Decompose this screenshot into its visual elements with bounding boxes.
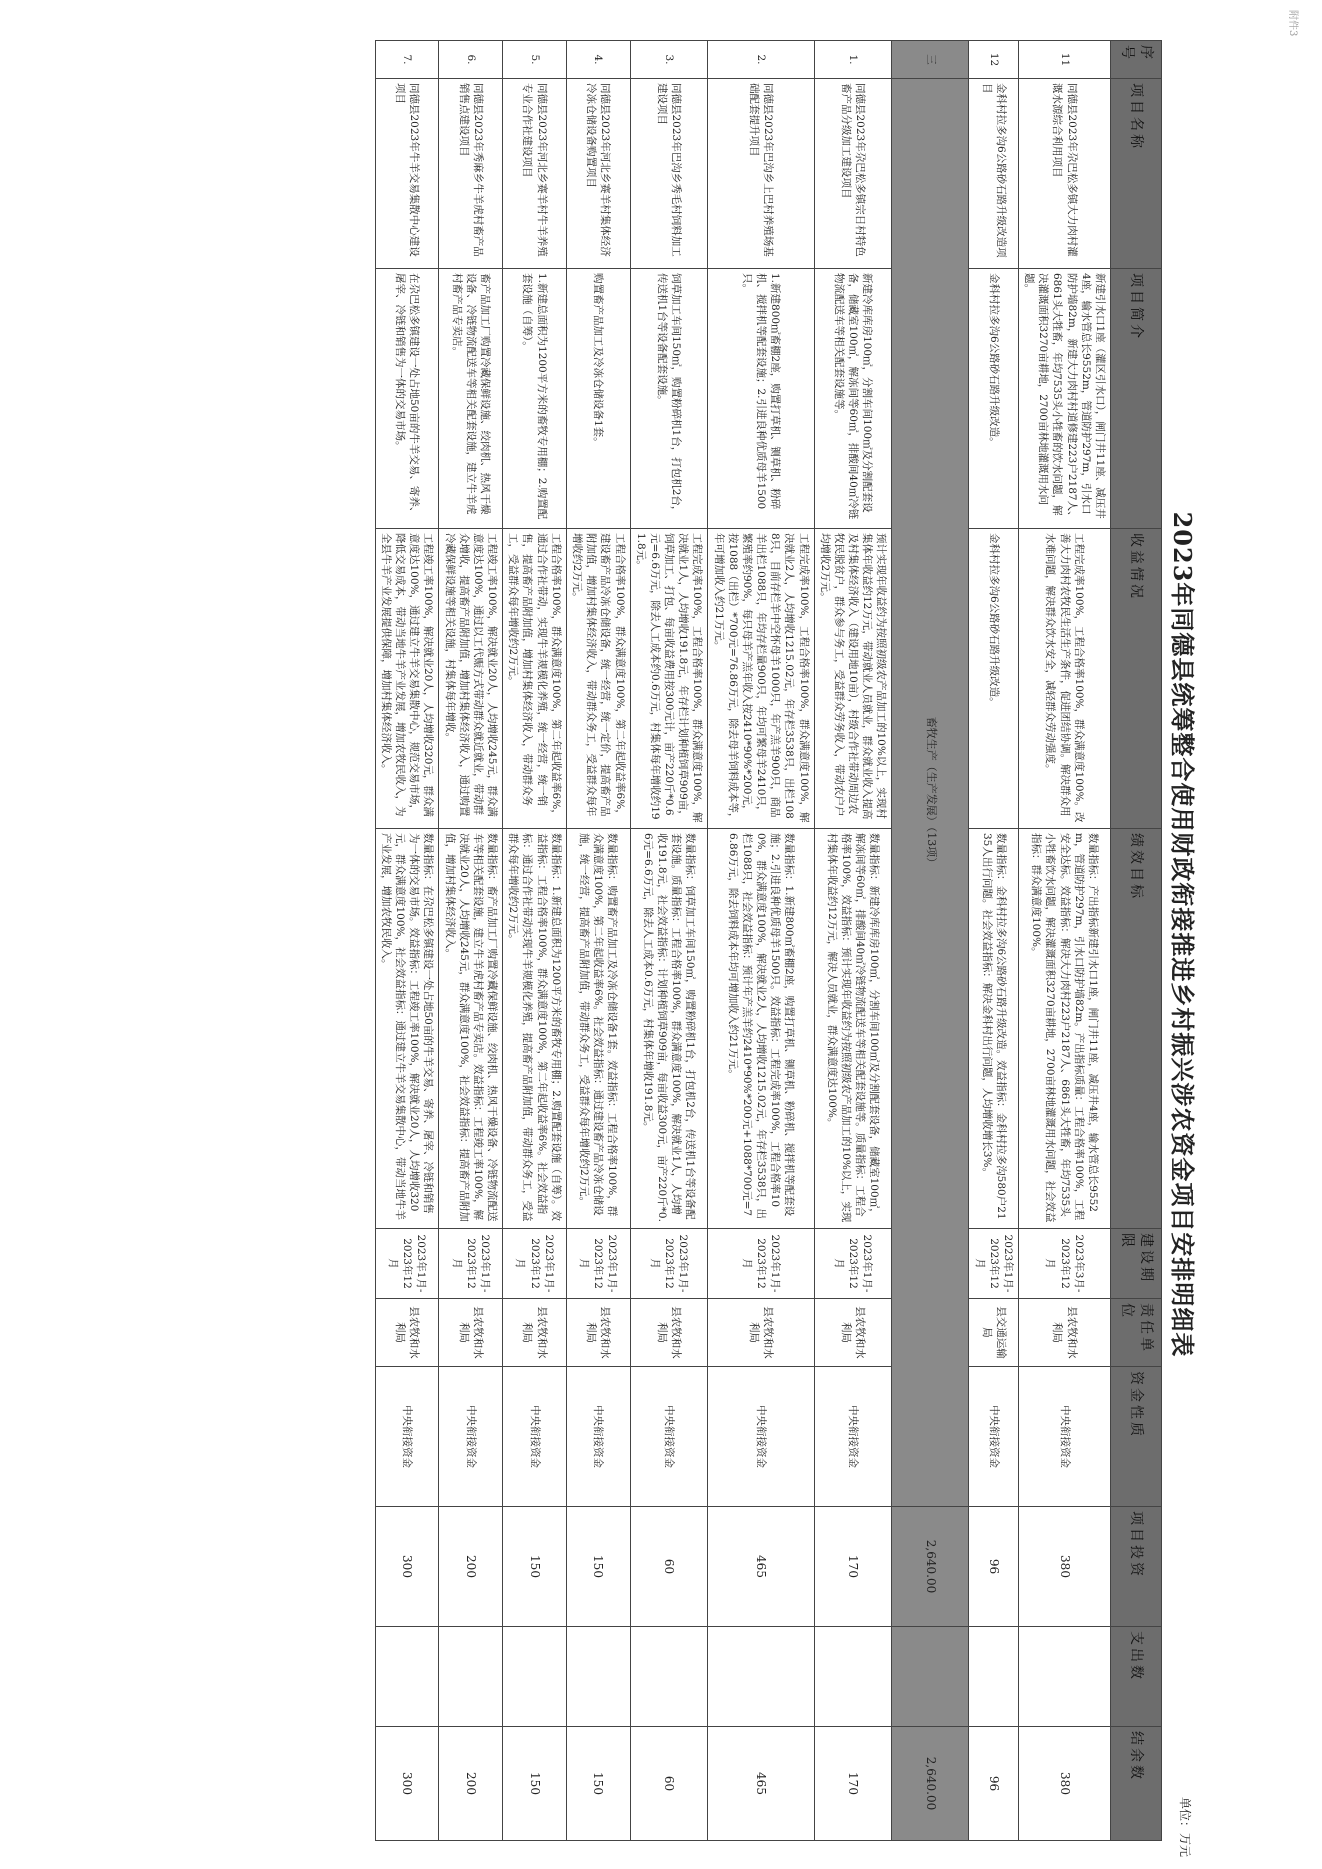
cell-fund: 中央衔接资金 [375, 1367, 439, 1507]
table-row [566, 41, 630, 1841]
header-period: 建设期限 [1111, 1229, 1162, 1299]
cell-spent [503, 1627, 567, 1727]
cell-benefit: 工程完成率100%，工程合格率100%，群众满意度100%。改善大力肉村农牧民生活生产条件，促进团结协调。解决群众用水难问题，解决群众饮水安全，减轻群众劳动强度。 [1018, 529, 1110, 829]
cell-spent [566, 1627, 630, 1727]
cell-target: 数量指标：饲草加工车间150㎡，购置粉碎机1台，打包机2台，传送机1台等设备配套设施。质量指标：工程合格率100%，群众满意度100%，解决就业1人，人均增收191.8元，社会效益指标：计划种植饲草909亩，每亩收益300元，亩产220斤*0.6元=6.6万元，除去人工成本0.6万元，村集体年增收191.8元。 [630, 829, 708, 1229]
cell-target: 数量指标：金科村拉多沟6公路砂石路升级改造。效益指标：金科村拉多沟580户2135人出行问题。社会效益指标：解决金科村出行问题，人均增收增长3%。 [969, 829, 1019, 1229]
cell-benefit: 工程竣工率100%，解决就业20人，人均增收245元，群众满意度达100%，通过以工代赈方式带动群众就近就业，带动群众增收，提高畜产品附加值，增加村集体经济收入，通过购置冷藏保鲜设施等相关设施，村集体每年增收。 [439, 529, 503, 829]
cell-name: 同德县2023年秀麻乡牛羊虎村畜产品销售点建设项目 [439, 79, 503, 269]
cell-target: 数量指标：1.新建800㎡畜棚2座，购置打草机、铡草机、粉碎机、搅拌机等配套设施；2.引进良种优质母羊1500只。效益指标：工程完成率100%，工程合格率100%，群众满意度100%，解决就业2人，人均增收1215.02元，年存栏3538只，出栏1088只，社会效益指标：预计年产羔羊约2410*90%*200元+1088*700元=76.86万元，除去饲料成本年均可增加收入约21万元。 [708, 829, 814, 1229]
cell-benefit: 工程合格率100%，群众满意度100%，第二年起收益率6%，通过合作社带动，实现牛羊规模化养殖，统一经营，统一销售，提高畜产品附加值，增加村集体经济收入，带动群众务工，受益群众每年增收约2万元。 [503, 529, 567, 829]
cell-intro: 金科村拉多沟6公路砂石路升级改造。 [969, 269, 1019, 529]
cell-spent [814, 1627, 892, 1727]
header-benefit: 收益情况 [1111, 529, 1162, 829]
cell-dept: 县农牧和水利局 [708, 1299, 814, 1367]
cell-name: 同德县2023年河北乡赛羊村牛羊养殖专业合作社建设项目 [503, 79, 567, 269]
cell-balance: 300 [375, 1727, 439, 1841]
cell-dept: 县交通运输局 [969, 1299, 1019, 1367]
header-fund: 资金性质 [1111, 1367, 1162, 1507]
table-row [630, 41, 708, 1841]
cell-spent [969, 1627, 1019, 1727]
cell-balance: 96 [969, 1727, 1019, 1841]
page-mark: 附件3 [1287, 10, 1298, 37]
cell-dept: 县农牧和水利局 [630, 1299, 708, 1367]
cell-dept: 县农牧和水利局 [814, 1299, 892, 1367]
table-row [708, 41, 814, 1841]
cell-name: 金科村拉多沟6公路砂石路升级改造项目 [969, 79, 1019, 269]
unit-note: 单位：万元 [1178, 1796, 1192, 1857]
cell-invest: 465 [708, 1507, 814, 1627]
cell-intro: 新建冷库库房100㎡，分割车间100㎡及分割配套设备，储藏室100㎡，解冻间等60㎡，排酸间40㎡冷链物流配送车等相关配套设施等。 [814, 269, 892, 529]
header-name: 项目名称 [1111, 79, 1162, 269]
cell-intro: 1.新建总面积为1200平方米的畜牧专用棚；2.购置配套设施（自筹）。 [503, 269, 567, 529]
header-intro: 项目简介 [1111, 269, 1162, 529]
cell-invest: 150 [503, 1507, 567, 1627]
cell-no: 5. [503, 41, 567, 79]
cell-fund: 中央衔接资金 [969, 1367, 1019, 1507]
cell-balance: 170 [814, 1727, 892, 1841]
cell-dept: 县农牧和水利局 [375, 1299, 439, 1367]
cell-invest: 170 [814, 1507, 892, 1627]
cell-intro: 购置畜产品加工及冷冻仓储设备1套。 [566, 269, 630, 529]
cell-no: 11 [1018, 41, 1110, 79]
header-dept: 责任单位 [1111, 1299, 1162, 1367]
subtotal-invest: 2,640.00 [892, 1507, 969, 1627]
cell-no: 7. [375, 41, 439, 79]
cell-balance: 150 [566, 1727, 630, 1841]
cell-fund: 中央衔接资金 [814, 1367, 892, 1507]
cell-period: 2023年1月-2023年12月 [630, 1229, 708, 1299]
cell-name: 同德县2023年尕巴松多镇大力肉村灌溉水源综合利用项目 [1018, 79, 1110, 269]
cell-period: 2023年1月-2023年12月 [969, 1229, 1019, 1299]
cell-invest: 60 [630, 1507, 708, 1627]
cell-target: 数量指标：1.新建总面积为1200平方米的畜牧专用棚；2.购置配套设施（自筹）。效益指标：工程合格率100%，群众满意度100%，第二年起收益率6%。社会效益指标：通过合作社带动实现牛羊规模化养殖，提高畜产品附加值，带动群众务工，受益群众每年增收约2万元。 [503, 829, 567, 1229]
table-row [1018, 41, 1110, 1841]
cell-spent [439, 1627, 503, 1727]
cell-target: 数量指标：购置畜产品加工及冷冻仓储设备1套。效益指标：工程合格率100%，群众满意度100%，第二年起收益率6%。社会效益指标：通过建设畜产品冷冻仓储设施，统一经营，提高畜产品附加值，带动群众务工，受益群众每年增收约2万元。 [566, 829, 630, 1229]
cell-period: 2023年1月-2023年12月 [375, 1229, 439, 1299]
cell-invest: 150 [566, 1507, 630, 1627]
cell-balance: 465 [708, 1727, 814, 1841]
table-row [814, 41, 892, 1841]
subtotal-spent [892, 1627, 969, 1727]
cell-target: 数量指标：在尕巴松多镇建设一处占地50亩的牛羊交易、寄养、屠宰、冷链和销售为一体的交易市场。效益指标：工程竣工率100%，解决就业20人，人均增收320元，群众满意度100%，社会效益指标：通过建立牛羊交易集散中心，带动当地牛羊产业发展，增加农牧民收入。 [375, 829, 439, 1229]
header-row [1111, 41, 1162, 1841]
cell-fund: 中央衔接资金 [630, 1367, 708, 1507]
cell-period: 2023年1月-2023年12月 [708, 1229, 814, 1299]
cell-no: 12 [969, 41, 1019, 79]
cell-benefit: 金科村拉多沟6公路砂石路升级改造。 [969, 529, 1019, 829]
cell-intro: 新建引水口1座（灌区引水口），闸门井11座、减压井4座，输水管总长9552m，管道防护297m，引水口防护墙82m，新建大力肉村村道修建223户2187人、6861头大牲畜，年均7535头小牲畜的饮水问题，解决灌溉面积3270亩耕地，2700亩林地灌溉用水问题。 [1018, 269, 1110, 529]
cell-dept: 县农牧和水利局 [439, 1299, 503, 1367]
cell-fund: 中央衔接资金 [566, 1367, 630, 1507]
cell-fund: 中央衔接资金 [708, 1367, 814, 1507]
cell-name: 同德县2023年尕巴松多镇宗日村特色畜产品分级加工建设项目 [814, 79, 892, 269]
table-row [969, 41, 1019, 1841]
cell-benefit: 工程完成率100%，工程合格率100%，群众满意度100%，解决就业1人，人均增收191.8元，年存栏计划种植饲草909亩，饲草加工、打包、每亩收益费用按300元计，亩产220斤*0.6元=6.6万元，除去人工成本约0.6万元，村集体每年增收约191.8元。 [630, 529, 708, 829]
cell-period: 2023年1月-2023年12月 [503, 1229, 567, 1299]
cell-dept: 县农牧和水利局 [503, 1299, 567, 1367]
header-spent: 支出数 [1111, 1627, 1162, 1727]
table-row [503, 41, 567, 1841]
cell-period: 2023年1月-2023年12月 [566, 1229, 630, 1299]
cell-balance: 150 [503, 1727, 567, 1841]
cell-spent [1018, 1627, 1110, 1727]
cell-name: 同德县2023年巴沟乡秀毛村饲料加工建设项目 [630, 79, 708, 269]
cell-intro: 1.新建800㎡畜棚2座，购置打草机、铡草机、粉碎机、搅拌机等配套设施；2.引进良种优质母羊1500只。 [708, 269, 814, 529]
cell-fund: 中央衔接资金 [503, 1367, 567, 1507]
cell-target: 数量指标：产出指标新建引水口1座，闸门井11座，减压井4座，输水管总长9552m，管道防护297m，引水口防护墙82m。产出指标质量：工程合格率100%，工程安全达标。效益指标：解决大力肉村223户2187人、6861头大牲畜，年均7535头小牲畜饮水问题，解决灌溉面积3270亩耕地，2700亩林地灌溉用水问题，社会效益指标：群众满意度100%。 [1018, 829, 1110, 1229]
cell-period: 2023年1月-2023年12月 [814, 1229, 892, 1299]
cell-intro: 饲草加工车间150㎡，购置粉碎机1台，打包机2台，传送机1台等设备配套设施。 [630, 269, 708, 529]
cell-no: 4. [566, 41, 630, 79]
subtotal-balance: 2,640.00 [892, 1727, 969, 1841]
cell-name: 同德县2023年巴沟乡上巴村养殖场基础配套提升项目 [708, 79, 814, 269]
table-row [439, 41, 503, 1841]
cell-spent [375, 1627, 439, 1727]
cell-balance: 200 [439, 1727, 503, 1841]
cell-name: 同德县2023年牛羊交易集散中心建设项目 [375, 79, 439, 269]
cell-fund: 中央衔接资金 [439, 1367, 503, 1507]
header-target: 绩效目标 [1111, 829, 1162, 1229]
cell-intro: 在尕巴松多镇建设一处占地50亩的牛羊交易、寄养、屠宰、冷链和销售为一体的交易市场。 [375, 269, 439, 529]
subtotal-row [892, 41, 969, 1841]
cell-benefit: 预计实现年收益约为按照初级农产品加工的10%以上，实现村集体年收益约12万元，带动就业人员就业，群众就业收入提高及村集体经济收入（建设用地10亩），村级合作社带动周边农牧民脱贫户，群众参与务工，受益群众劳务收入，带动农户户均增收2万元。 [814, 529, 892, 829]
cell-benefit: 工程竣工率100%，解决就业20人，人均增收320元，群众满意度达100%，通过建立牛羊交易集散中心，规范交易市场，降低交易成本，带动当地牛羊产业发展，增加农牧民收入，为全县牛羊产业发展提供保障，增加村集体经济收入。 [375, 529, 439, 829]
cell-invest: 300 [375, 1507, 439, 1627]
cell-period: 2023年1月-2023年12月 [439, 1229, 503, 1299]
subtotal-no: 三 [892, 41, 969, 79]
cell-no: 1. [814, 41, 892, 79]
cell-period: 2023年3月-2023年12月 [1018, 1229, 1110, 1299]
cell-invest: 96 [969, 1507, 1019, 1627]
cell-fund: 中央衔接资金 [1018, 1367, 1110, 1507]
cell-no: 6. [439, 41, 503, 79]
cell-balance: 380 [1018, 1727, 1110, 1841]
cell-benefit: 工程完成率100%，工程合格率100%，群众满意度100%，解决就业2人，人均增收1215.02元，年存栏3538只，出栏1088只，目前存栏羊中空怀母羊1000只，年产羔羊900只，商品羊出栏1088只，年均存栏量900只，年均可繁母羊2410只，繁殖率约90%，每只母羊产羔年收入按2410*90%*200元，按1088（出栏）*700元=76.86万元，除去母羊饲料成本等，年可增加收入约21万元。 [708, 529, 814, 829]
subtotal-label: 畜牧生产（生产发展）（13项） [892, 79, 969, 1507]
cell-spent [708, 1627, 814, 1727]
cell-name: 同德县2023年河北乡赛羊村集体经济冷冻仓储设备购置项目 [566, 79, 630, 269]
cell-no: 2. [708, 41, 814, 79]
table-row [375, 41, 439, 1841]
cell-dept: 县农牧和水利局 [1018, 1299, 1110, 1367]
cell-spent [630, 1627, 708, 1727]
header-invest: 项目投资 [1111, 1507, 1162, 1627]
cell-no: 3. [630, 41, 708, 79]
document-title: 2023年同德县统筹整合使用财政衔接推进乡村振兴涉农资金项目安排明细表 [1168, 511, 1197, 1358]
cell-dept: 县农牧和水利局 [566, 1299, 630, 1367]
cell-benefit: 工程合格率100%，群众满意度100%，第二年起收益率6%，建设畜产品冷冻仓储设备，统一经营，统一定价，提高畜产品附加值，增加村集体经济收入，带动群众务工，受益群众每年增收约2万元。 [566, 529, 630, 829]
cell-target: 数量指标：新建冷库库房100㎡，分割车间100㎡及分割配套设备，储藏室100㎡，解冻间等60㎡，排酸间40㎡冷链物流配送车等相关配套设施等。质量指标：工程合格率100%，效益指标：预计实现年收益约为按照初级农产品加工的10%以上，实现村集体年收益约12万元，解决人员就业，群众满意度达100%。 [814, 829, 892, 1229]
header-balance: 结余数 [1111, 1727, 1162, 1841]
cell-intro: 畜产品加工厂购置冷藏保鲜设施、绞肉机、热风干燥设备、冷链物流配送车等相关配套设施，建立牛羊虎村畜产品专卖店。 [439, 269, 503, 529]
project-table [375, 40, 1162, 1841]
cell-balance: 60 [630, 1727, 708, 1841]
cell-target: 数量指标：畜产品加工厂购置冷藏保鲜设施、绞肉机、热风干燥设备、冷链物流配送车等相关配套设施，建立牛羊虎村畜产品专卖店。效益指标：工程竣工率100%，解决就业20人，人均增收245元，群众满意度100%，社会效益指标：提高畜产品附加值，增加村集体经济收入。 [439, 829, 503, 1229]
cell-invest: 380 [1018, 1507, 1110, 1627]
header-no: 序号 [1111, 41, 1162, 79]
cell-invest: 200 [439, 1507, 503, 1627]
